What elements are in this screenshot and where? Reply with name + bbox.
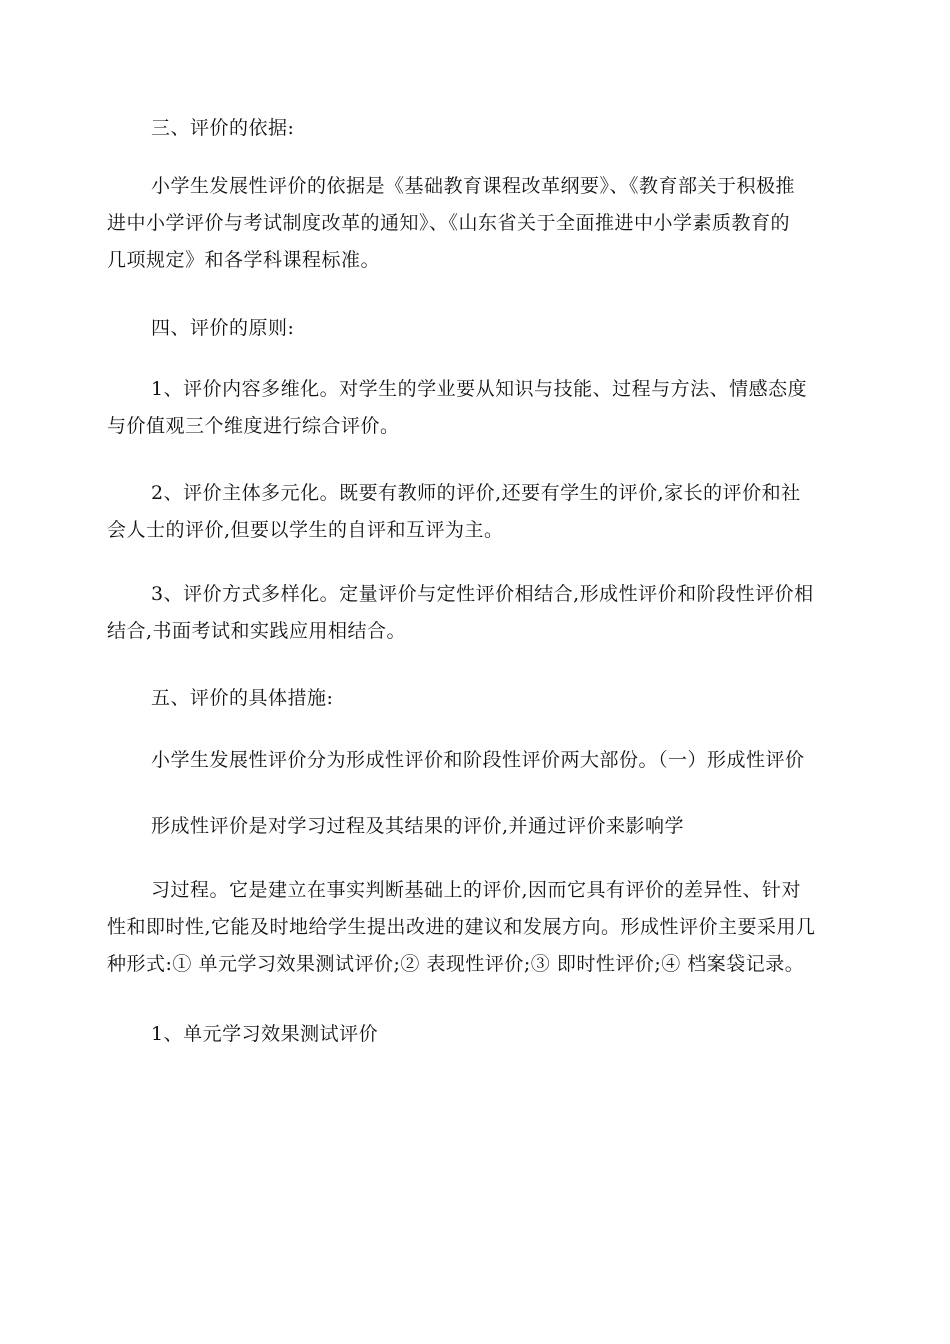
paragraph-formative-definition: 形成性评价是对学习过程及其结果的评价,并通过评价来影响学 xyxy=(151,815,685,837)
paragraph-line: 3、评价方式多样化。定量评价与定性评价相结合,形成性评价和阶段性评价相 xyxy=(151,583,814,605)
heading-specific-measures: 五、评价的具体措施: xyxy=(151,687,334,709)
paragraph-line: 几项规定》和各学科课程标准。 xyxy=(107,249,381,271)
paragraph-line: 种形式:① 单元学习效果测试评价;② 表现性评价;③ 即时性评价;④ 档案袋记录。 xyxy=(107,953,805,975)
heading-evaluation-basis: 三、评价的依据: xyxy=(151,117,295,139)
paragraph-principle-3 xyxy=(107,576,847,650)
paragraph-evaluation-basis xyxy=(107,168,847,279)
paragraph-principle-1 xyxy=(107,371,847,445)
paragraph-line: 结合,书面考试和实践应用相结合。 xyxy=(107,620,407,642)
paragraph-line: 性和即时性,它能及时地给学生提出改进的建议和发展方向。形成性评价主要采用几 xyxy=(107,916,816,938)
paragraph-principle-2 xyxy=(107,475,847,549)
paragraph-formative-detail xyxy=(107,872,847,983)
paragraph-measures-intro: 小学生发展性评价分为形成性评价和阶段性评价两大部份。（一）形成性评价 xyxy=(151,749,805,771)
heading-evaluation-principles: 四、评价的原则: xyxy=(151,317,295,339)
heading-unit-test-evaluation: 1、单元学习效果测试评价 xyxy=(151,1023,379,1045)
paragraph-line: 1、评价内容多维化。对学生的学业要从知识与技能、过程与方法、情感态度 xyxy=(151,378,808,400)
paragraph-line: 小学生发展性评价的依据是《基础教育课程改革纲要》、《教育部关于积极推 xyxy=(151,175,796,197)
paragraph-line: 会人士的评价,但要以学生的自评和互评为主。 xyxy=(107,519,504,541)
paragraph-line: 进中小学评价与考试制度改革的通知》、《山东省关于全面推进中小学素质教育的 xyxy=(107,212,791,234)
paragraph-line: 2、评价主体多元化。既要有教师的评价,还要有学生的评价,家长的评价和社 xyxy=(151,482,801,504)
paragraph-line: 与价值观三个维度进行综合评价。 xyxy=(107,415,400,437)
paragraph-line: 习过程。它是建立在事实判断基础上的评价,因而它具有评价的差异性、针对 xyxy=(151,879,802,901)
